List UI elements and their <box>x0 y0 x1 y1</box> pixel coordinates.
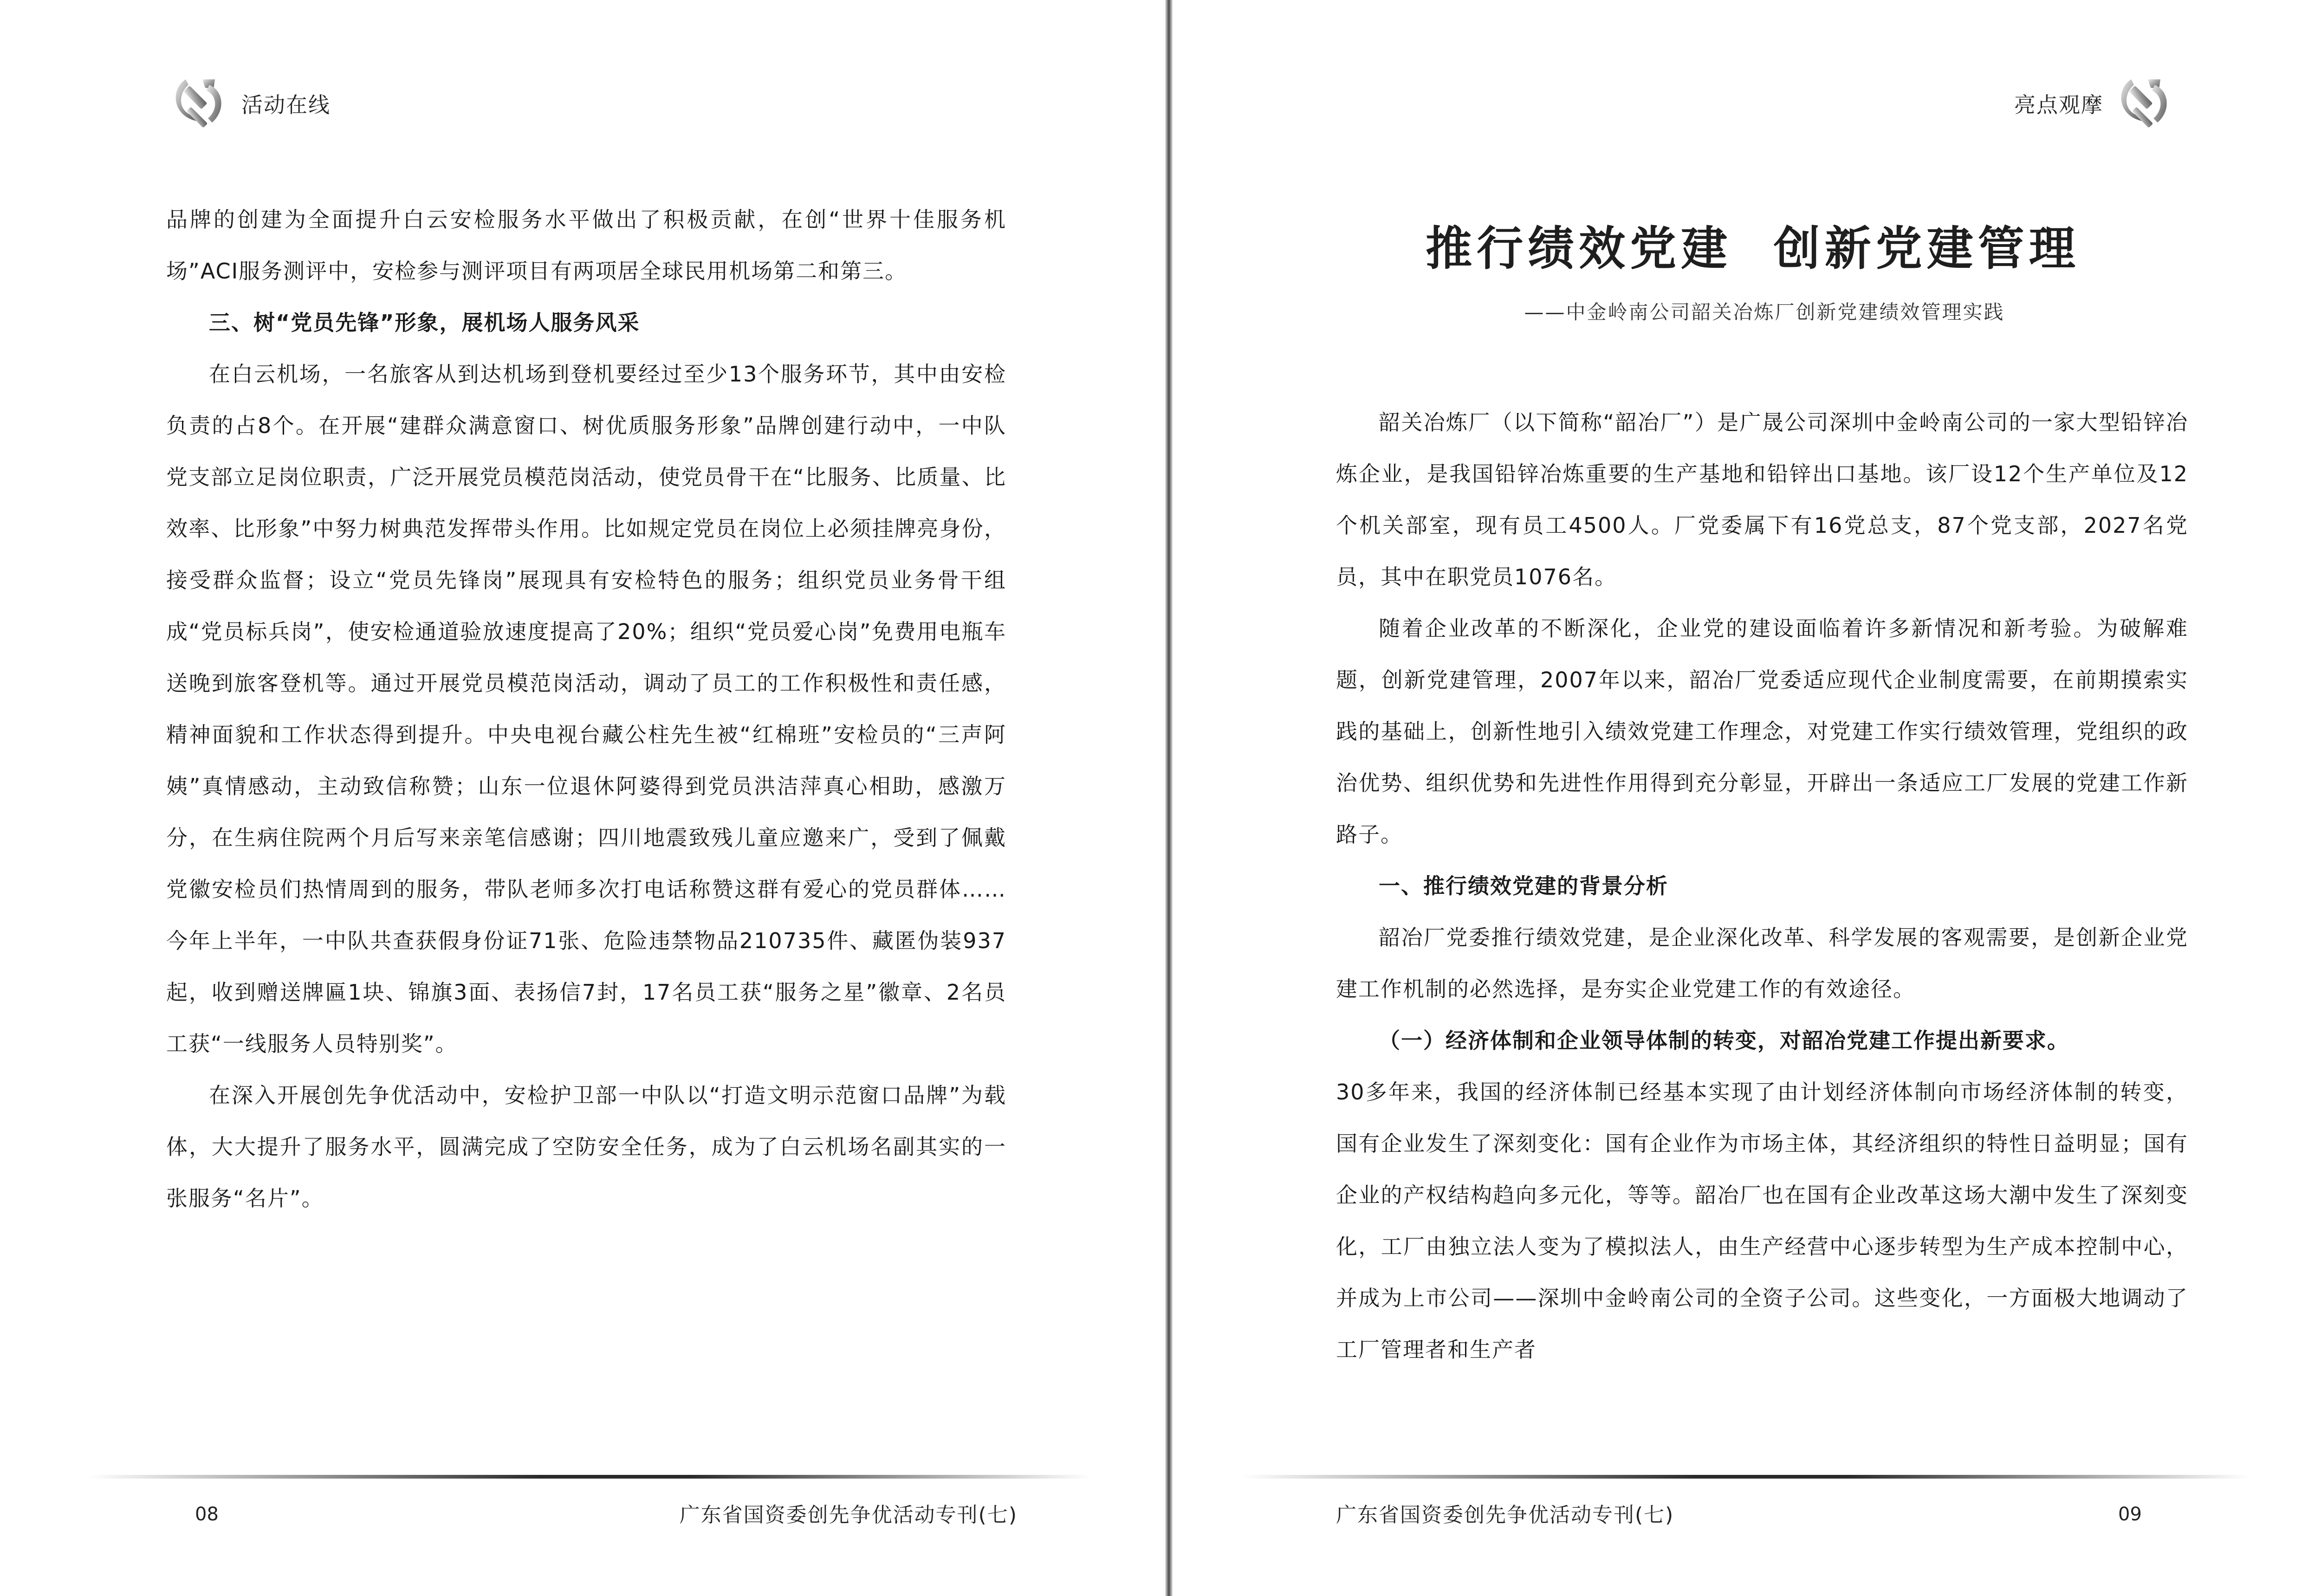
section-heading: 三、树“党员先锋”形象，展机场人服务风采 <box>209 310 640 335</box>
article-title: 推行绩效党建 创新党建管理 <box>1426 221 2080 276</box>
article-body <box>1336 397 2188 1376</box>
page-number: 08 <box>195 1504 219 1525</box>
party-emblem-icon <box>2110 70 2180 139</box>
journal-name: 广东省国资委创先争优活动专刊(七) <box>1336 1503 1674 1527</box>
party-emblem-icon <box>165 70 234 139</box>
journal-name: 广东省国资委创先争优活动专刊(七) <box>679 1503 1018 1527</box>
page-number: 09 <box>2118 1504 2142 1525</box>
footer-divider <box>88 1475 1091 1479</box>
paragraph: 在白云机场，一名旅客从到达机场到登机要经过至少13个服务环节，其中由安检负责的占8个。在开展“建群众满意窗口、树优质服务形象”品牌创建行动中，一中队党支部立足岗位职责，广泛开展党员模范岗活动，使党员骨干在“比服务、比质量、比效率、比形象”中努力树典范发挥带头作用。比如规定党员在岗位上必须挂牌亮身份，接受群众监督；设立“党员先锋岗”展现具有安检特色的服务；组织党员业务骨干组成“党员标兵岗”，使安检通道验放速度提高了20%；组织“党员爱心岗”免费用电瓶车送晚到旅客登机等。通过开展党员模范岗活动，调动了员工的工作积极性和责任感，精神面貌和工作状态得到提升。中央电视台藏公柱先生被“红棉班”安检员的“三声阿姨”真情感动，主动致信称赞；山东一位退休阿婆得到党员洪洁萍真心相助，感激万分，在生病住院两个月后写来亲笔信感谢；四川地震致残儿童应邀来广，受到了佩戴党徽安检员们热情周到的服务，带队老师多次打电话称赞这群有爱心的党员群体……今年上半年，一中队共查获假身份证71张、危险违禁物品210735件、藏匿伪装937起，收到赠送牌匾1块、锦旗3面、表扬信7封，17名员工获“服务之星”徽章、2名员工获“一线服务人员特别奖”。 <box>166 362 1006 1056</box>
paragraph: 韶关冶炼厂（以下简称“韶冶厂”）是广晟公司深圳中金岭南公司的一家大型铅锌冶炼企业，是我国铅锌冶炼重要的生产基地和铅锌出口基地。该厂设12个生产单位及12个机关部室，现有员工4500人。厂党委属下有16党总支，87个党支部，2027名党员，其中在职党员1076名。 <box>1336 410 2188 589</box>
paragraph: 韶冶厂党委推行绩效党建，是企业深化改革、科学发展的客观需要，是创新企业党建工作机制的必然选择，是夯实企业党建工作的有效途径。 <box>1336 925 2188 1002</box>
paragraph: 在深入开展创先争优活动中，安检护卫部一中队以“打造文明示范窗口品牌”为载体，大大提升了服务水平，圆满完成了空防安全任务，成为了白云机场名副其实的一张服务“名片”。 <box>166 1083 1006 1211</box>
subsection-heading: （一）经济体制和企业领导体制的转变，对韶冶党建工作提出新要求。 <box>1379 1028 2069 1053</box>
section-heading: 一、推行绩效党建的背景分析 <box>1379 873 1668 898</box>
footer-divider <box>1242 1475 2250 1479</box>
section-label: 活动在线 <box>241 92 331 117</box>
right-page <box>1173 0 2321 1596</box>
paragraph: 30多年来，我国的经济体制已经基本实现了由计划经济体制向市场经济体制的转变，国有企业发生了深刻变化：国有企业作为市场主体，其经济组织的特性日益明显；国有企业的产权结构趋向多元化，等等。韶冶厂也在国有企业改革这场大潮中发生了深刻变化，工厂由独立法人变为了模拟法人，由生产经营中心逐步转型为生产成本控制中心，并成为上市公司——深圳中金岭南公司的全资子公司。这些变化，一方面极大地调动了工厂管理者和生产者 <box>1336 1079 2188 1362</box>
section-label: 亮点观摩 <box>2014 92 2103 117</box>
article-subtitle: ——中金岭南公司韶关冶炼厂创新党建绩效管理实践 <box>1524 301 2005 323</box>
article-body <box>166 194 1006 1224</box>
page-gutter <box>1165 0 1173 1596</box>
paragraph: 品牌的创建为全面提升白云安检服务水平做出了积极贡献，在创“世界十佳服务机场”ACI服务测评中，安检参与测评项目有两项居全球民用机场第二和第三。 <box>166 207 1006 284</box>
paragraph: 随着企业改革的不断深化，企业党的建设面临着许多新情况和新考验。为破解难题，创新党建管理，2007年以来，韶冶厂党委适应现代企业制度需要，在前期摸索实践的基础上，创新性地引入绩效党建工作理念，对党建工作实行绩效管理，党组织的政治优势、组织优势和先进性作用得到充分彰显，开辟出一条适应工厂发展的党建工作新路子。 <box>1336 616 2188 847</box>
